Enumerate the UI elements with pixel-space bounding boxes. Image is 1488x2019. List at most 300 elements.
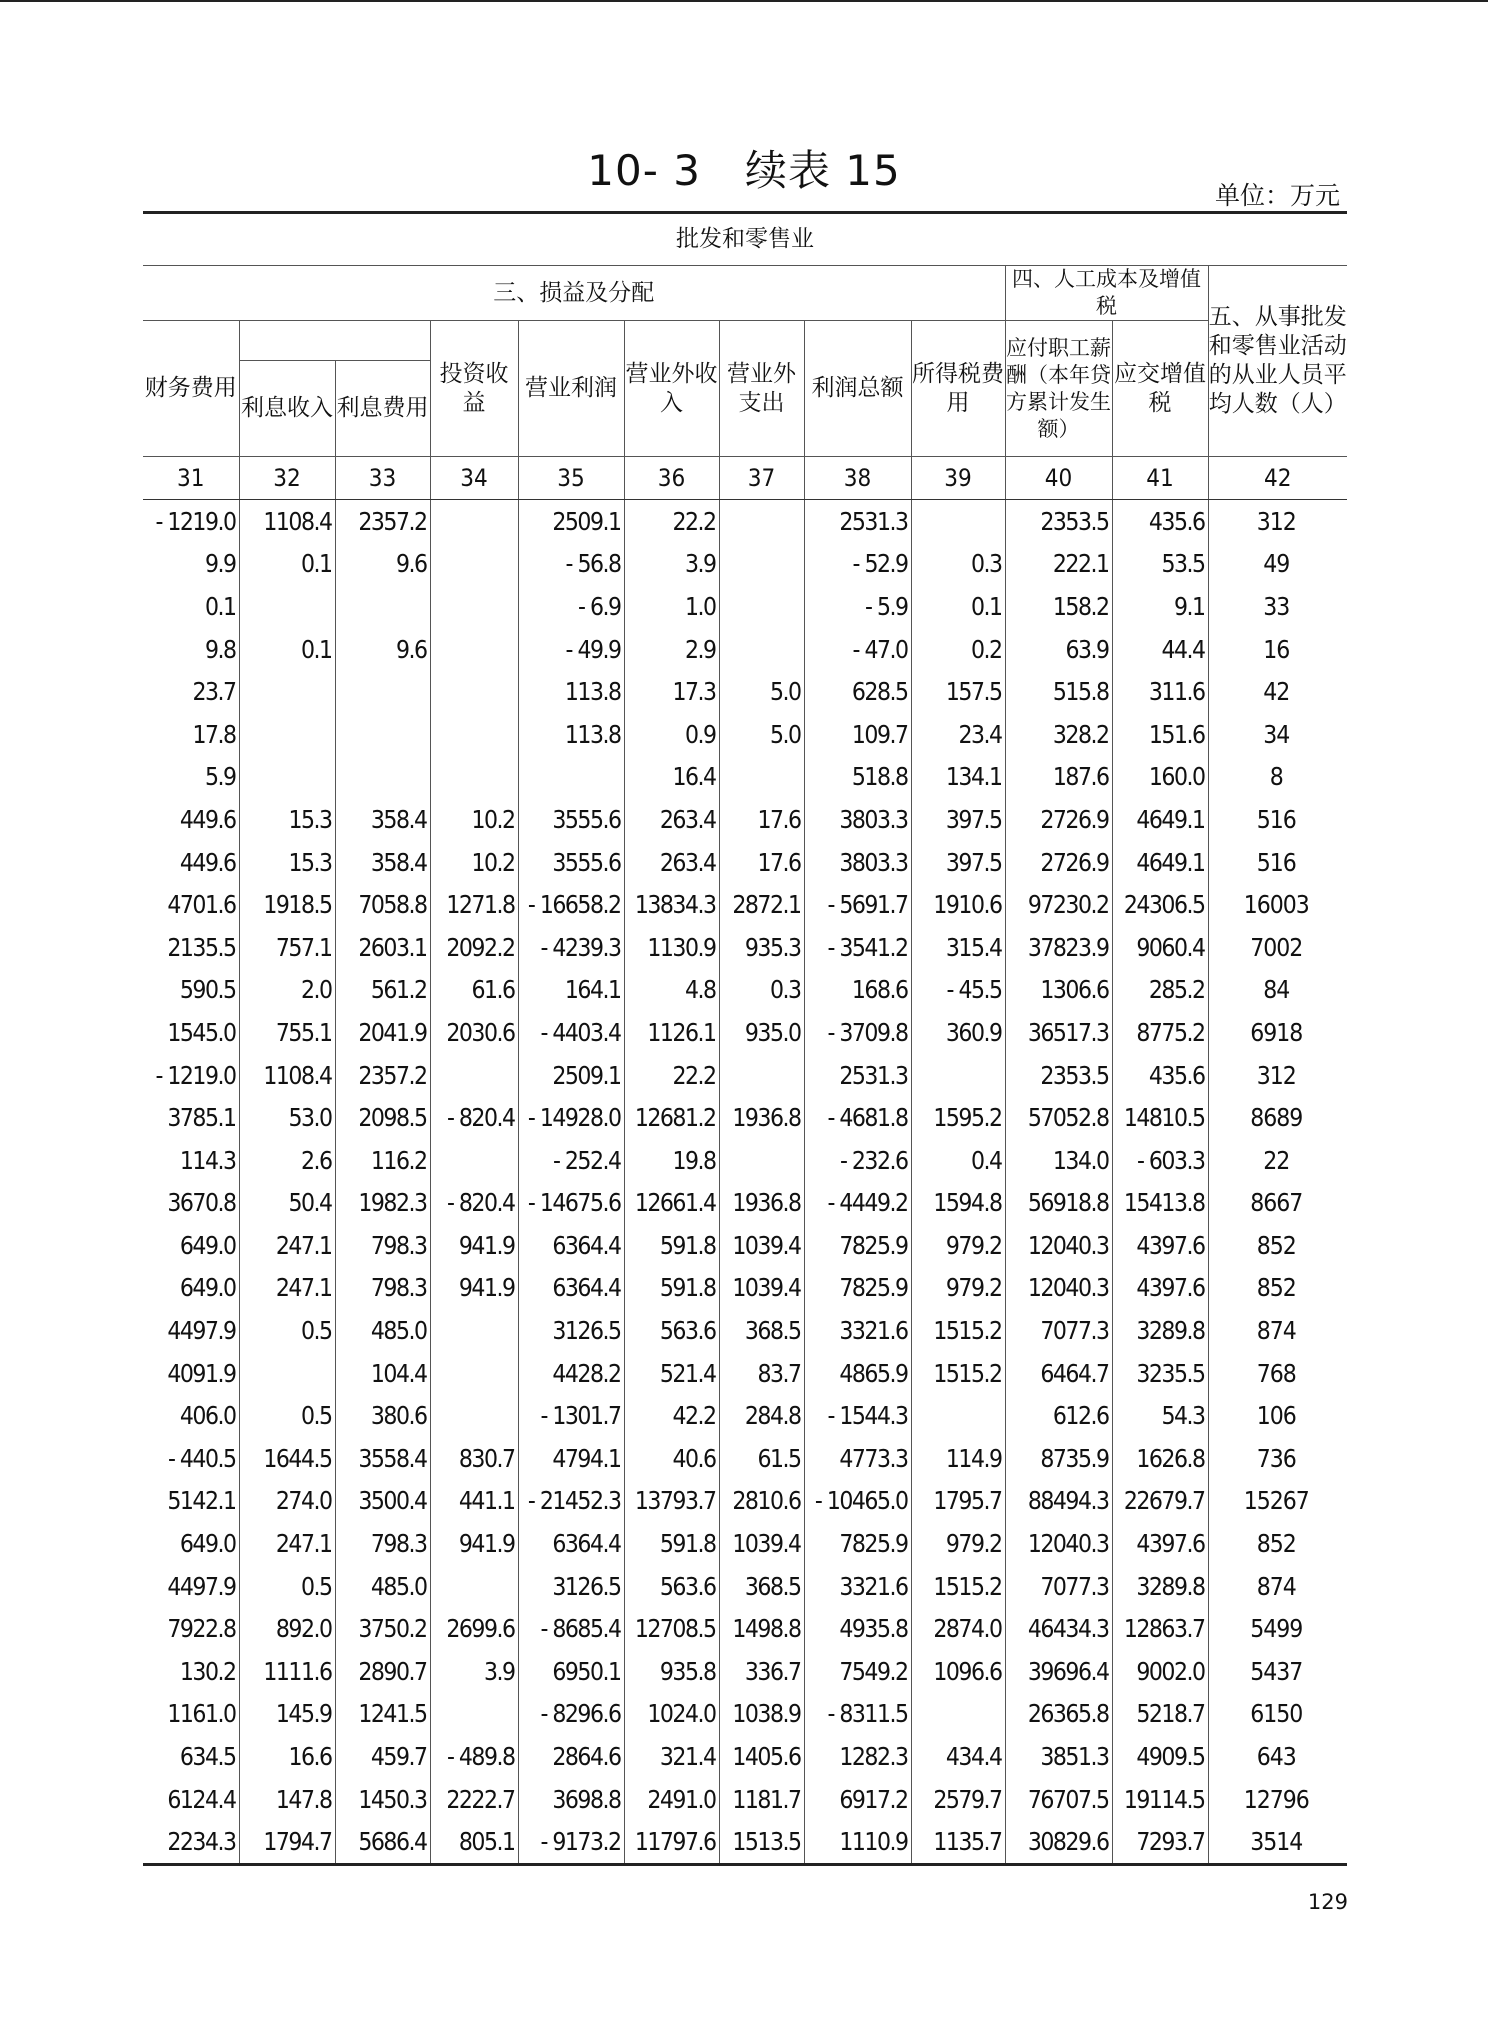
table-cell-col39: 0.4 [911,1139,1005,1182]
table-cell-col40: 46434.3 [1005,1607,1112,1650]
table-cell-col36: 3.9 [624,543,719,586]
table-cell-col36: 13834.3 [624,883,719,926]
table-cell-col34 [430,543,518,586]
table-cell-col35: 6364.4 [518,1224,624,1267]
table-cell-col33: 9.6 [335,543,430,586]
table-cell-col38: - 47.0 [804,628,911,671]
page-number: 129 [1307,1890,1348,1914]
table-cell-col38: 518.8 [804,756,911,799]
table-cell-col36: 13793.7 [624,1480,719,1523]
table-cell-col32: 50.4 [239,1182,335,1225]
table-cell-col38: - 5.9 [804,585,911,628]
table-cell-col40: 158.2 [1005,585,1112,628]
table-cell-col36: 12708.5 [624,1607,719,1650]
table-cell-col41: 8775.2 [1112,1011,1208,1054]
table-cell-col41: 160.0 [1112,756,1208,799]
table-cell-col40: 328.2 [1005,713,1112,756]
table-cell-col33: 2890.7 [335,1650,430,1693]
table-cell-col37 [719,1139,804,1182]
table-cell-col36: 22.2 [624,500,719,543]
table-cell-col36: 19.8 [624,1139,719,1182]
table-cell-col41: 9002.0 [1112,1650,1208,1693]
table-cell-col35: 2864.6 [518,1735,624,1778]
table-cell-col42: 49 [1208,543,1347,586]
table-cell-col34 [430,756,518,799]
table-cell-col33: 2357.2 [335,500,430,543]
table-cell-col34: 10.2 [430,841,518,884]
table-cell-col37: 935.0 [719,1011,804,1054]
table-cell-col36: 563.6 [624,1309,719,1352]
table-cell-col31: 406.0 [179,1401,236,1431]
table-cell-col35: - 56.8 [518,543,624,586]
table-cell-col39: 1910.6 [911,883,1005,926]
table-cell-col32: 757.1 [239,926,335,969]
table-cell-col36: 1024.0 [624,1693,719,1736]
table-row [143,1394,1347,1437]
table-cell-col38: - 1544.3 [804,1394,911,1437]
table-cell-col38: - 52.9 [804,543,911,586]
table-cell-col37: 1513.5 [719,1820,804,1864]
table-cell-col42: 312 [1208,500,1347,543]
table-cell-col42: 312 [1208,1054,1347,1097]
table-cell-col41: 435.6 [1112,500,1208,543]
interest-subgroup-spacer [239,321,430,361]
table-cell-col35: 6950.1 [518,1650,624,1693]
table-cell-col34 [430,713,518,756]
table-cell-col39 [911,1394,1005,1437]
table-cell-col33: 116.2 [335,1139,430,1182]
table-cell-col36: 563.6 [624,1565,719,1608]
table-cell-col38: 4935.8 [804,1607,911,1650]
table-cell-col42: 12796 [1208,1778,1347,1821]
table-cell-col36: 263.4 [624,798,719,841]
table-cell-col36: 4.8 [624,969,719,1012]
table-cell-col37: 5.0 [719,713,804,756]
table-cell-col31: 1161.0 [167,1699,236,1729]
table-cell-col40: 2726.9 [1005,798,1112,841]
table-cell-col42: 5437 [1208,1650,1347,1693]
table-cell-col34 [430,1139,518,1182]
table-cell-col41: 5218.7 [1112,1693,1208,1736]
table-cell-col37: 935.3 [719,926,804,969]
table-row [143,1182,1347,1225]
table-cell-col40: 88494.3 [1005,1480,1112,1523]
table-cell-col38: 628.5 [804,670,911,713]
table-cell-col33: 798.3 [335,1267,430,1310]
table-cell-col38: 4865.9 [804,1352,911,1395]
table-cell-col41: 3289.8 [1112,1565,1208,1608]
table-cell-col32: 0.5 [239,1394,335,1437]
table-cell-col35: - 49.9 [518,628,624,671]
table-row [143,1224,1347,1267]
table-row [143,670,1347,713]
table-cell-col31: 9.9 [204,549,236,579]
unit-label: 单位：万元 [1214,181,1340,210]
table-cell-col34 [430,1054,518,1097]
table-cell-col31: 0.1 [204,591,236,621]
table-cell-col38: - 4681.8 [804,1096,911,1139]
table-cell-col40: 187.6 [1005,756,1112,799]
table-cell-col42: 15267 [1208,1480,1347,1523]
table-cell-col31: - 1219.0 [155,1060,236,1090]
table-cell-col41: 435.6 [1112,1054,1208,1097]
table-cell-col31: 9.8 [204,634,236,664]
table-cell-col36: 11797.6 [624,1820,719,1864]
table-cell-col42: 3514 [1208,1820,1347,1864]
table-cell-col35: - 8685.4 [518,1607,624,1650]
table-row [143,628,1347,671]
table-cell-col40: 26365.8 [1005,1693,1112,1736]
table-body [143,500,1347,1865]
table-cell-col42: 5499 [1208,1607,1347,1650]
investment-income-header: 投资收益 [430,321,518,457]
table-cell-col34: 805.1 [430,1820,518,1864]
table-cell-col39: 0.2 [911,628,1005,671]
col-number: 39 [911,457,1005,500]
table-cell-col33: 3558.4 [335,1437,430,1480]
table-row [143,1054,1347,1097]
table-cell-col32: 1918.5 [239,883,335,926]
table-cell-col40: 39696.4 [1005,1650,1112,1693]
table-cell-col37: 1936.8 [719,1096,804,1139]
table-cell-col40: 6464.7 [1005,1352,1112,1395]
table-cell-col33: 3500.4 [335,1480,430,1523]
table-cell-col31: 649.0 [179,1273,236,1303]
employees-header: 五、从事批发和零售业活动的从业人员平均人数（人） [1208,266,1347,457]
table-cell-col32: 1794.7 [239,1820,335,1864]
table-cell-col31: - 1219.0 [155,506,236,536]
table-cell-col31: 7922.8 [167,1614,236,1644]
table-cell-col41: 4397.6 [1112,1224,1208,1267]
table-cell-col32: 0.5 [239,1565,335,1608]
table-cell-col40: 56918.8 [1005,1182,1112,1225]
table-cell-col41: 9.1 [1112,585,1208,628]
table-cell-col41: 15413.8 [1112,1182,1208,1225]
table-cell-col39 [911,1693,1005,1736]
table-cell-col32: 274.0 [239,1480,335,1523]
table-cell-col32: 755.1 [239,1011,335,1054]
table-cell-col33: 358.4 [335,841,430,884]
table-cell-col33: 459.7 [335,1735,430,1778]
table-cell-col39: 397.5 [911,841,1005,884]
table-cell-col37: 1038.9 [719,1693,804,1736]
table-cell-col32: 15.3 [239,841,335,884]
table-cell-col35: 6364.4 [518,1522,624,1565]
table-cell-col39 [911,1054,1005,1097]
table-cell-col35: - 252.4 [518,1139,624,1182]
table-cell-col41: 4649.1 [1112,841,1208,884]
table-cell-col36: 521.4 [624,1352,719,1395]
table-cell-col36: 321.4 [624,1735,719,1778]
table-cell-col36: 16.4 [624,756,719,799]
table-cell-col41: 3235.5 [1112,1352,1208,1395]
table-cell-col37 [719,756,804,799]
table-row [143,756,1347,799]
table-cell-col36: 12681.2 [624,1096,719,1139]
table-row [143,969,1347,1012]
table-cell-col34: 3.9 [430,1650,518,1693]
non-operating-expense-header: 营业外支出 [719,321,804,457]
table-cell-col34: 830.7 [430,1437,518,1480]
table-cell-col33: 485.0 [335,1565,430,1608]
table-cell-col42: 8689 [1208,1096,1347,1139]
table-cell-col31: 1545.0 [167,1017,236,1047]
table-cell-col35: - 9173.2 [518,1820,624,1864]
table-cell-col38: 1110.9 [804,1820,911,1864]
table-cell-col38: 7549.2 [804,1650,911,1693]
table-cell-col40: 63.9 [1005,628,1112,671]
table-cell-col40: 12040.3 [1005,1267,1112,1310]
table-cell-col34 [430,585,518,628]
table-cell-col31: 17.8 [192,719,236,749]
table-cell-col40: 8735.9 [1005,1437,1112,1480]
table-cell-col35: - 1301.7 [518,1394,624,1437]
table-cell-col34: 2030.6 [430,1011,518,1054]
table-cell-col31: 4497.9 [167,1316,236,1346]
table-cell-col36: 2.9 [624,628,719,671]
table-cell-col37: 1039.4 [719,1224,804,1267]
table-cell-col34: 61.6 [430,969,518,1012]
table-cell-col32: 2.0 [239,969,335,1012]
table-cell-col42: 852 [1208,1224,1347,1267]
table-cell-col33: 1450.3 [335,1778,430,1821]
table-cell-col36: 17.3 [624,670,719,713]
col-number: 36 [624,457,719,500]
table-cell-col39: 979.2 [911,1522,1005,1565]
table-cell-col41: - 603.3 [1112,1139,1208,1182]
table-row [143,1565,1347,1608]
table-cell-col37: 61.5 [719,1437,804,1480]
table-cell-col41: 12863.7 [1112,1607,1208,1650]
table-cell-col35: 3698.8 [518,1778,624,1821]
table-cell-col38: - 232.6 [804,1139,911,1182]
table-cell-col31: 5.9 [204,762,236,792]
table-cell-col38: 3803.3 [804,841,911,884]
table-cell-col40: 134.0 [1005,1139,1112,1182]
table-cell-col39: 397.5 [911,798,1005,841]
table-cell-col33 [335,670,430,713]
table-cell-col31: 4091.9 [167,1358,236,1388]
table-cell-col37: 284.8 [719,1394,804,1437]
col-number: 31 [143,457,239,500]
table-cell-col38: 6917.2 [804,1778,911,1821]
table-cell-col37: 1039.4 [719,1522,804,1565]
table-cell-col35: - 14928.0 [518,1096,624,1139]
table-cell-col41: 19114.5 [1112,1778,1208,1821]
operating-profit-header: 营业利润 [518,321,624,457]
table-cell-col35: 113.8 [518,713,624,756]
table-cell-col31: 649.0 [179,1529,236,1559]
table-cell-col42: 852 [1208,1267,1347,1310]
table-row [143,500,1347,543]
table-cell-col32 [239,670,335,713]
table-cell-col40: 1306.6 [1005,969,1112,1012]
table-cell-col33: 485.0 [335,1309,430,1352]
table-cell-col32: 1108.4 [239,1054,335,1097]
table-cell-col42: 106 [1208,1394,1347,1437]
table-cell-col33: 798.3 [335,1522,430,1565]
table-cell-col34 [430,670,518,713]
col-number: 35 [518,457,624,500]
table-cell-col39: 1515.2 [911,1352,1005,1395]
table-cell-col31: 590.5 [179,975,236,1005]
table-cell-col34: 1271.8 [430,883,518,926]
table-cell-col40: 7077.3 [1005,1565,1112,1608]
table-cell-col37: 1498.8 [719,1607,804,1650]
table-cell-col42: 33 [1208,585,1347,628]
table-row [143,883,1347,926]
table-cell-col40: 57052.8 [1005,1096,1112,1139]
col-number: 40 [1005,457,1112,500]
table-cell-col32: 247.1 [239,1267,335,1310]
table-cell-col40: 7077.3 [1005,1309,1112,1352]
table-cell-col38: 168.6 [804,969,911,1012]
table-cell-col36: 1130.9 [624,926,719,969]
table-cell-col31: 5142.1 [167,1486,236,1516]
table-cell-col34 [430,500,518,543]
table-cell-col35: 113.8 [518,670,624,713]
table-cell-col38: - 5691.7 [804,883,911,926]
table-cell-col32: 247.1 [239,1224,335,1267]
table-cell-col34: 441.1 [430,1480,518,1523]
table-cell-col36: 40.6 [624,1437,719,1480]
table-cell-col36: 22.2 [624,1054,719,1097]
table-cell-col35: - 6.9 [518,585,624,628]
table-cell-col31: 2135.5 [167,932,236,962]
table-cell-col36: 591.8 [624,1224,719,1267]
table-cell-col34: 941.9 [430,1224,518,1267]
table-cell-col35: - 4239.3 [518,926,624,969]
table-cell-col36: 935.8 [624,1650,719,1693]
table-cell-col39: - 45.5 [911,969,1005,1012]
table-cell-col41: 4649.1 [1112,798,1208,841]
col-number: 42 [1208,457,1347,500]
table-cell-col31: 2234.3 [143,1820,239,1864]
table-row [143,1607,1347,1650]
table-cell-col31: 4497.9 [167,1571,236,1601]
table-row [143,798,1347,841]
table-cell-col40: 37823.9 [1005,926,1112,969]
table-cell-col39: 157.5 [911,670,1005,713]
table-cell-col32: 0.1 [239,628,335,671]
table-cell-col39: 434.4 [911,1735,1005,1778]
table-cell-col42: 7002 [1208,926,1347,969]
table-cell-col37: 0.3 [719,969,804,1012]
table-cell-col37: 2810.6 [719,1480,804,1523]
table-cell-col42: 6918 [1208,1011,1347,1054]
table-cell-col35: - 8296.6 [518,1693,624,1736]
table-cell-col37 [719,1054,804,1097]
table-cell-col38: - 8311.5 [804,1693,911,1736]
table-cell-col32 [239,585,335,628]
table-cell-col36: 1126.1 [624,1011,719,1054]
table-row [143,926,1347,969]
table-row [143,1267,1347,1310]
table-row [143,841,1347,884]
table-cell-col42: 768 [1208,1352,1347,1395]
table-cell-col31: 449.6 [179,847,236,877]
table-row [143,1139,1347,1182]
table-cell-col37: 1936.8 [719,1182,804,1225]
table-cell-col42: 8667 [1208,1182,1347,1225]
table-cell-col38: - 4449.2 [804,1182,911,1225]
payroll-header: 应付职工薪酬（本年贷方累计发生额） [1005,321,1112,457]
table-cell-col40: 76707.5 [1005,1778,1112,1821]
table-cell-col33: 1241.5 [335,1693,430,1736]
table-cell-col42: 6150 [1208,1693,1347,1736]
table-cell-col33: 5686.4 [335,1820,430,1864]
table-cell-col38: 4773.3 [804,1437,911,1480]
table-cell-col35: 3555.6 [518,841,624,884]
table-cell-col33: 358.4 [335,798,430,841]
table-row [143,1735,1347,1778]
table-cell-col31: 23.7 [192,677,236,707]
table-cell-col33: 798.3 [335,1224,430,1267]
table-cell-col42: 84 [1208,969,1347,1012]
table-cell-col36: 42.2 [624,1394,719,1437]
table-cell-col41: 7293.7 [1112,1820,1208,1864]
table-cell-col34 [430,1309,518,1352]
table-cell-col42: 22 [1208,1139,1347,1182]
table-cell-col38: - 3541.2 [804,926,911,969]
table-cell-col32 [239,713,335,756]
table-title-text: 续表 15 [744,146,901,195]
total-profit-header: 利润总额 [804,321,911,457]
table-cell-col42: 516 [1208,841,1347,884]
table-cell-col33 [335,713,430,756]
table-cell-col33: 7058.8 [335,883,430,926]
table-row [143,585,1347,628]
table-cell-col42: 16003 [1208,883,1347,926]
table-row [143,543,1347,586]
non-operating-income-header: 营业外收入 [624,321,719,457]
table-cell-col42: 852 [1208,1522,1347,1565]
table-cell-col33: 1982.3 [335,1182,430,1225]
table-cell-col42: 8 [1208,756,1347,799]
table-cell-col31: 3785.1 [167,1103,236,1133]
table-cell-col39: 1515.2 [911,1565,1005,1608]
interest-income-header: 利息收入 [239,361,335,457]
table-cell-col40: 12040.3 [1005,1224,1112,1267]
table-cell-col38: 109.7 [804,713,911,756]
table-cell-col40: 30829.6 [1005,1820,1112,1864]
table-cell-col39 [911,500,1005,543]
table-cell-col39: 1795.7 [911,1480,1005,1523]
table-cell-col33: 2357.2 [335,1054,430,1097]
table-cell-col35: 4794.1 [518,1437,624,1480]
table-cell-col34 [430,1693,518,1736]
table-cell-col40: 612.6 [1005,1394,1112,1437]
table-cell-col40: 97230.2 [1005,883,1112,926]
table-cell-col35: 164.1 [518,969,624,1012]
table-cell-col32: 0.1 [239,543,335,586]
table-cell-col34 [430,1394,518,1437]
table-cell-col41: 44.4 [1112,628,1208,671]
table-row [143,1352,1347,1395]
col-number: 33 [335,457,430,500]
table-row [143,1650,1347,1693]
table-cell-col35: 3126.5 [518,1309,624,1352]
table-cell-col32: 16.6 [239,1735,335,1778]
table-cell-col35: 4428.2 [518,1352,624,1395]
table-cell-col42: 34 [1208,713,1347,756]
table-cell-col37: 2872.1 [719,883,804,926]
table-cell-col32 [239,1352,335,1395]
col-number: 32 [239,457,335,500]
table-cell-col33 [335,585,430,628]
table-cell-col32: 1644.5 [239,1437,335,1480]
table-cell-col32: 145.9 [239,1693,335,1736]
